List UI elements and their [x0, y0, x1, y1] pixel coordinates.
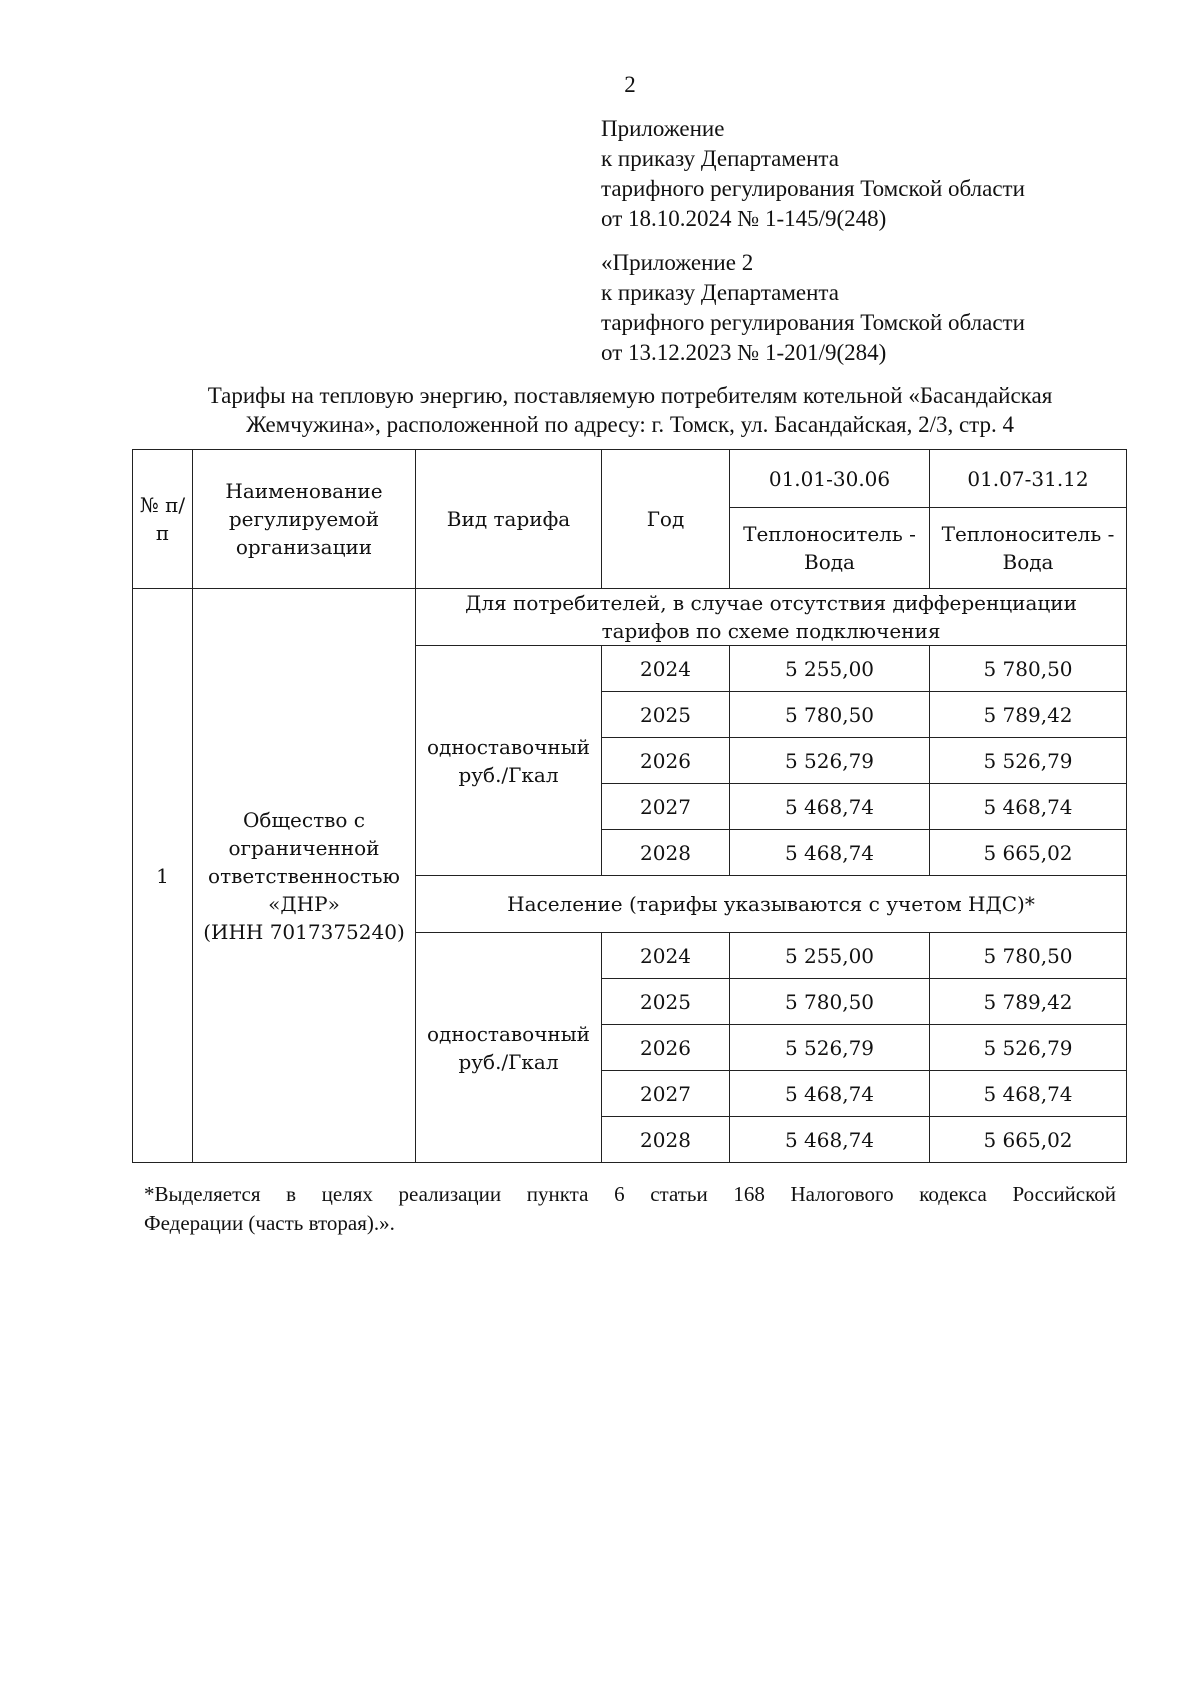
year-cell: 2027	[602, 784, 730, 830]
tariff-table	[132, 449, 1127, 1163]
tariff-value: 5 468,74	[730, 784, 930, 830]
appendix-line: тарифного регулирования Томской области	[601, 310, 1025, 335]
tariff-value: 5 780,50	[730, 979, 930, 1025]
tariff-type	[416, 933, 602, 1163]
appendix-line: «Приложение 2	[601, 250, 754, 275]
header-tariff-type: Вид тарифа	[416, 450, 602, 589]
tariff-value: 5 780,50	[730, 692, 930, 738]
footnote-line: Федерации (часть вторая).».	[144, 1211, 395, 1235]
organization-name	[193, 589, 416, 1163]
year-cell: 2024	[602, 933, 730, 979]
tariff-type-line: руб./Гкал	[458, 762, 559, 787]
tariff-value: 5 526,79	[730, 738, 930, 784]
tariff-value: 5 468,74	[730, 1071, 930, 1117]
appendix-line: к приказу Департамента	[601, 146, 839, 171]
tariff-value: 5 255,00	[730, 933, 930, 979]
tariff-value: 5 789,42	[930, 692, 1127, 738]
appendix-header	[601, 114, 1025, 234]
footnote	[144, 1180, 1116, 1238]
year-cell: 2028	[602, 830, 730, 876]
tariff-type-line: руб./Гкал	[458, 1049, 559, 1074]
appendix-line: Приложение	[601, 116, 725, 141]
tariff-value: 5 665,02	[930, 1117, 1127, 1163]
year-cell: 2026	[602, 738, 730, 784]
header-row	[133, 450, 1127, 508]
year-cell: 2027	[602, 1071, 730, 1117]
section-row	[133, 589, 1127, 646]
year-cell: 2026	[602, 1025, 730, 1071]
title-line: Тарифы на тепловую энергию, поставляемую потребителям котельной «Басандайская	[207, 383, 1053, 408]
header-period-2: 01.07-31.12	[930, 450, 1127, 508]
tariff-value: 5 255,00	[730, 646, 930, 692]
header-carrier-2: Теплоноситель - Вода	[930, 508, 1127, 589]
title-line: Жемчужина», расположенной по адресу: г. Томск, ул. Басандайская, 2/3, стр. 4	[246, 412, 1014, 437]
year-cell: 2024	[602, 646, 730, 692]
org-line: ограниченной	[228, 835, 380, 860]
org-line: ответственностью	[208, 863, 400, 888]
header-year: Год	[602, 450, 730, 589]
tariff-value: 5 468,74	[730, 830, 930, 876]
tariff-type-line: одноставочный	[426, 1021, 591, 1046]
appendix-line: тарифного регулирования Томской области	[601, 176, 1025, 201]
tariff-value: 5 526,79	[930, 738, 1127, 784]
page-number: 2	[624, 72, 636, 97]
section-title: Население (тарифы указываются с учетом НДС)*	[416, 876, 1127, 933]
header-number: № п/п	[133, 450, 193, 589]
org-line: «ДНР»	[268, 891, 340, 916]
document-title	[130, 381, 1130, 439]
row-number: 1	[133, 589, 193, 1163]
tariff-value: 5 780,50	[930, 933, 1127, 979]
original-appendix-header	[601, 248, 1025, 368]
tariff-value: 5 468,74	[930, 784, 1127, 830]
year-cell: 2025	[602, 979, 730, 1025]
tariff-value: 5 780,50	[930, 646, 1127, 692]
tariff-value: 5 468,74	[730, 1117, 930, 1163]
org-line: (ИНН 7017375240)	[203, 919, 405, 944]
header-organization: Наименование регулируемой организации	[193, 450, 416, 589]
appendix-line: от 13.12.2023 № 1-201/9(284)	[601, 340, 887, 365]
tariff-value: 5 526,79	[930, 1025, 1127, 1071]
org-line: Общество с	[243, 807, 365, 832]
tariff-type	[416, 646, 602, 876]
footnote-line: *Выделяется в целях реализации пункта 6 статьи 168 Налогового кодекса Российской	[144, 1182, 1116, 1206]
tariff-value: 5 789,42	[930, 979, 1127, 1025]
appendix-line: к приказу Департамента	[601, 280, 839, 305]
header-carrier-1: Теплоноситель - Вода	[730, 508, 930, 589]
year-cell: 2028	[602, 1117, 730, 1163]
section-title: Для потребителей, в случае отсутствия дифференциации тарифов по схеме подключения	[416, 589, 1127, 646]
header-period-1: 01.01-30.06	[730, 450, 930, 508]
appendix-line: от 18.10.2024 № 1-145/9(248)	[601, 206, 887, 231]
year-cell: 2025	[602, 692, 730, 738]
tariff-value: 5 526,79	[730, 1025, 930, 1071]
tariff-value: 5 665,02	[930, 830, 1127, 876]
tariff-value: 5 468,74	[930, 1071, 1127, 1117]
tariff-type-line: одноставочный	[426, 734, 591, 759]
